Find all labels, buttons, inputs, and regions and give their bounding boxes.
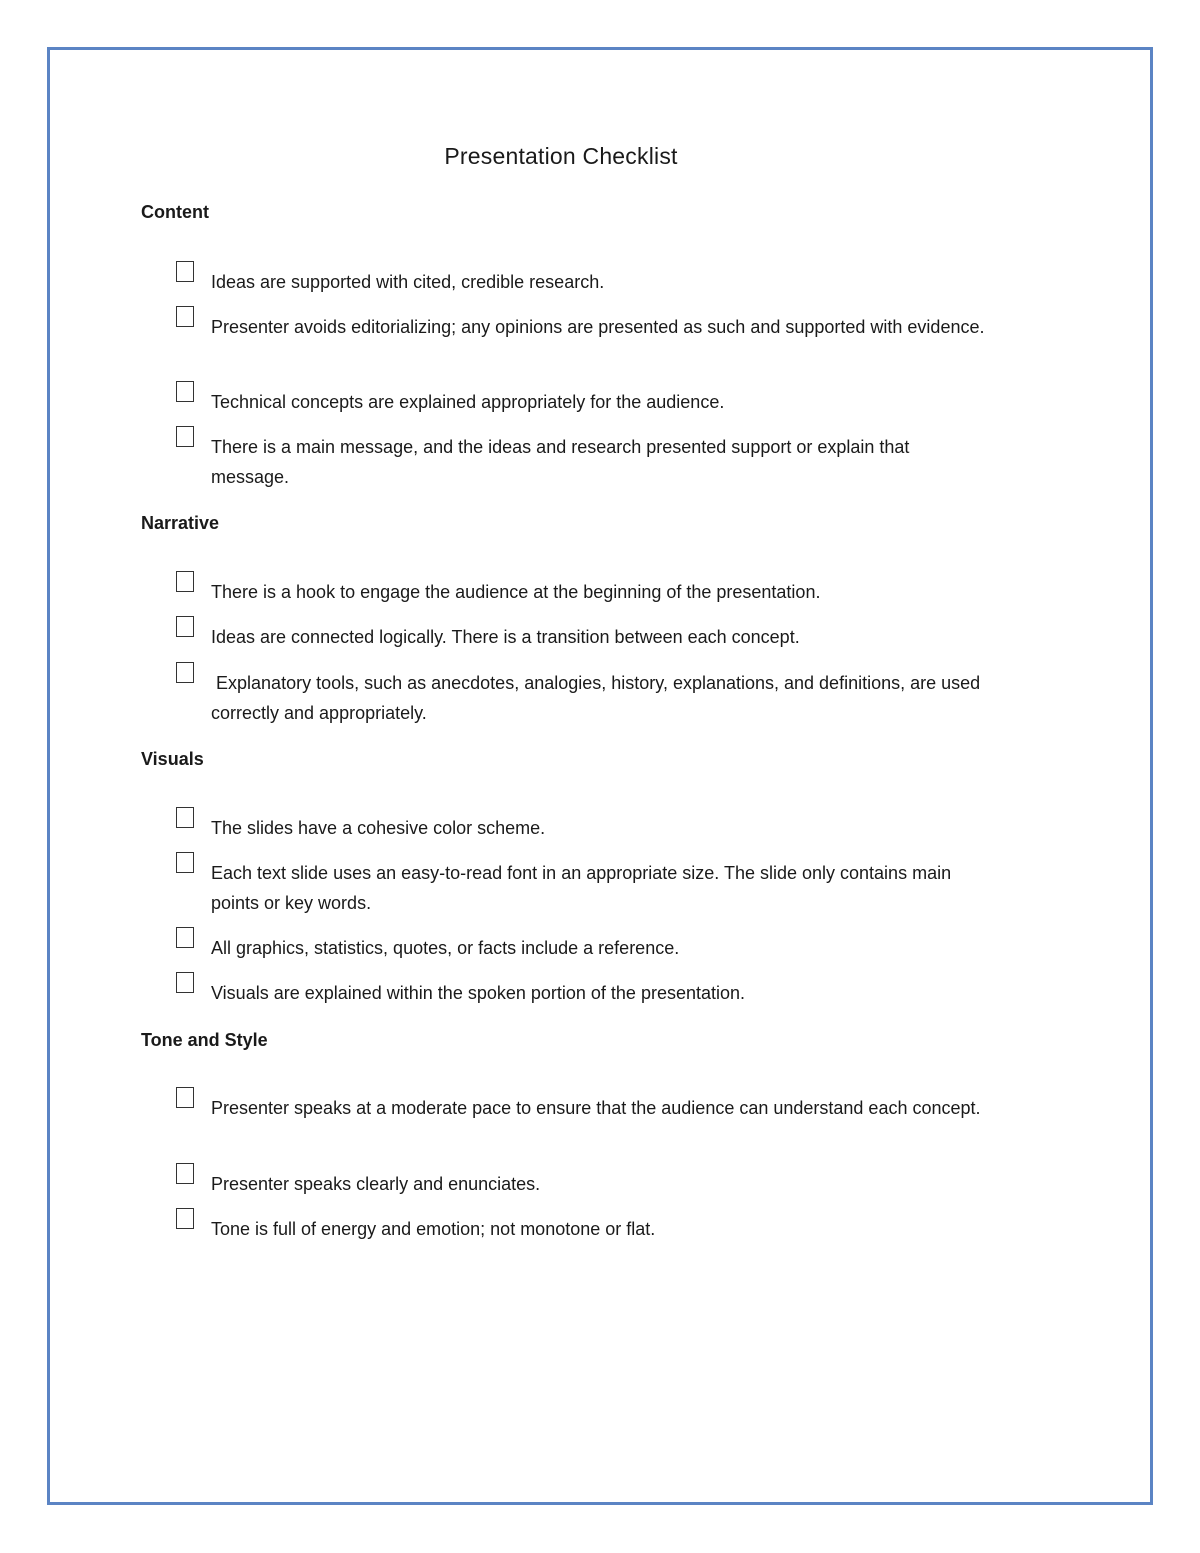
checkbox[interactable] — [176, 306, 194, 327]
checkbox[interactable] — [176, 972, 194, 993]
section-heading-tone-and-style: Tone and Style — [141, 1030, 268, 1050]
checkbox[interactable] — [176, 927, 194, 948]
checklist-item-text: Explanatory tools, such as anecdotes, analogies, history, explanations, and definitions, are used correctly and appropriately. — [211, 673, 986, 723]
checklist-item-text: Presenter speaks clearly and enunciates. — [211, 1174, 541, 1194]
checklist-item-text: All graphics, statistics, quotes, or facts include a reference. — [211, 938, 680, 958]
checklist-item-text: Technical concepts are explained appropriately for the audience. — [211, 392, 725, 412]
checkbox[interactable] — [176, 426, 194, 447]
checkbox[interactable] — [176, 1087, 194, 1108]
checklist-item-text: Ideas are connected logically. There is a transition between each concept. — [211, 627, 800, 647]
checkbox[interactable] — [176, 852, 194, 873]
checklist-item-text: Visuals are explained within the spoken portion of the presentation. — [211, 983, 746, 1003]
checkbox[interactable] — [176, 662, 194, 683]
checkbox[interactable] — [176, 381, 194, 402]
checklist-item-text: The slides have a cohesive color scheme. — [211, 818, 546, 838]
page-border — [47, 47, 1153, 1505]
page-title: Presentation Checklist — [444, 143, 678, 169]
checkbox[interactable] — [176, 1208, 194, 1229]
checklist-item-text: Presenter avoids editorializing; any opinions are presented as such and supported with evidence. — [211, 317, 985, 337]
checklist-item-text: Ideas are supported with cited, credible research. — [211, 272, 605, 292]
checkbox[interactable] — [176, 571, 194, 592]
checklist-item-text: Tone is full of energy and emotion; not monotone or flat. — [211, 1219, 656, 1239]
checkbox[interactable] — [176, 1163, 194, 1184]
checklist-item-text: There is a main message, and the ideas and research presented support or explain that message. — [211, 437, 910, 487]
section-heading-content: Content — [141, 202, 209, 222]
section-heading-visuals: Visuals — [141, 749, 204, 769]
checkbox[interactable] — [176, 807, 194, 828]
checkbox[interactable] — [176, 616, 194, 637]
checklist-item-text: Each text slide uses an easy-to-read font in an appropriate size. The slide only contains main points or key words. — [211, 863, 952, 913]
section-heading-narrative: Narrative — [141, 513, 220, 533]
checklist-item-text: Presenter speaks at a moderate pace to ensure that the audience can understand each concept. — [211, 1098, 981, 1118]
checklist-item-text: There is a hook to engage the audience at the beginning of the presentation. — [211, 582, 821, 602]
checkbox[interactable] — [176, 261, 194, 282]
